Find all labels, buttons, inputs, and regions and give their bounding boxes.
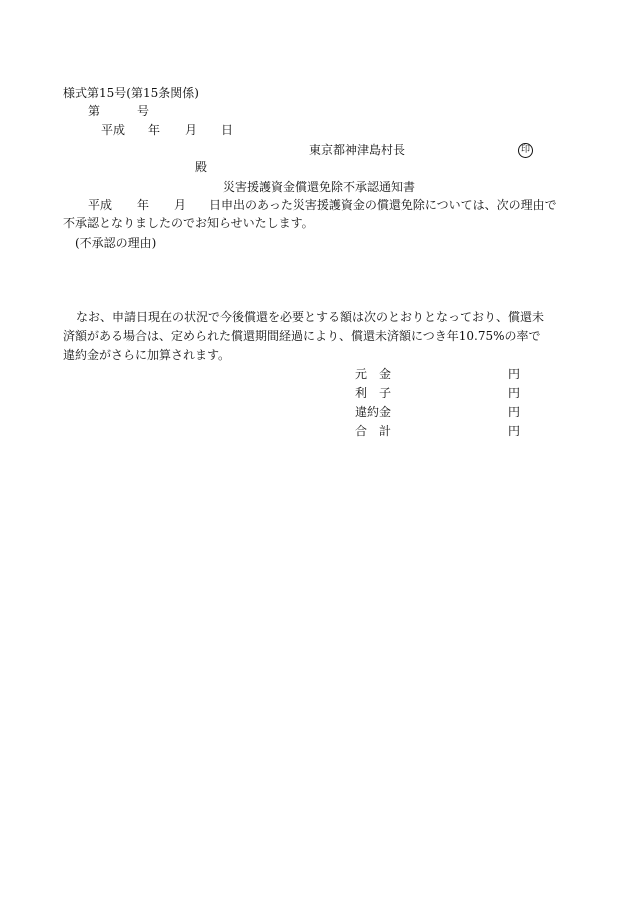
reason-label: (不承認の理由) [75,236,157,250]
date-month: 月 [185,123,198,137]
doc-number-prefix: 第 [88,104,101,118]
date-day: 日 [221,123,234,137]
amount-unit-principal: 円 [508,367,521,381]
p1-era: 平成 [88,198,113,212]
recipient-honorific: 殿 [195,160,208,174]
amount-unit-penalty: 円 [508,405,521,419]
p1-line2: 不承認となりましたのでお知らせいたします。 [63,216,314,230]
p2-line1: なお、申請日現在の状況で今後償還を必要とする額は次のとおりとなっており、償還未 [76,310,545,324]
form-number: 様式第15号(第15条関係) [63,86,199,100]
amount-label-penalty: 違約金 [355,405,392,419]
p2-line2: 済額がある場合は、定められた償還期間経過により、償還未済額につき年10.75%の率で [63,329,541,343]
amount-unit-total: 円 [508,424,521,438]
date-era: 平成 [101,123,126,137]
sender-name: 東京都神津島村長 [309,143,406,157]
amount-label-interest: 利 子 [355,386,392,400]
p2-line3: 違約金がさらに加算されます。 [63,348,231,362]
amount-label-total: 合 計 [355,424,392,438]
doc-number-suffix: 号 [137,104,150,118]
document-title: 災害援護資金償還免除不承認通知書 [223,180,416,194]
amount-unit-interest: 円 [508,386,521,400]
amount-label-principal: 元 金 [355,367,392,381]
date-year: 年 [148,123,161,137]
p1-rest: 日申出のあった災害援護資金の償還免除については、次の理由で [209,198,557,212]
p1-year: 年 [137,198,150,212]
seal-mark: 印 [518,143,533,158]
p1-month: 月 [174,198,187,212]
